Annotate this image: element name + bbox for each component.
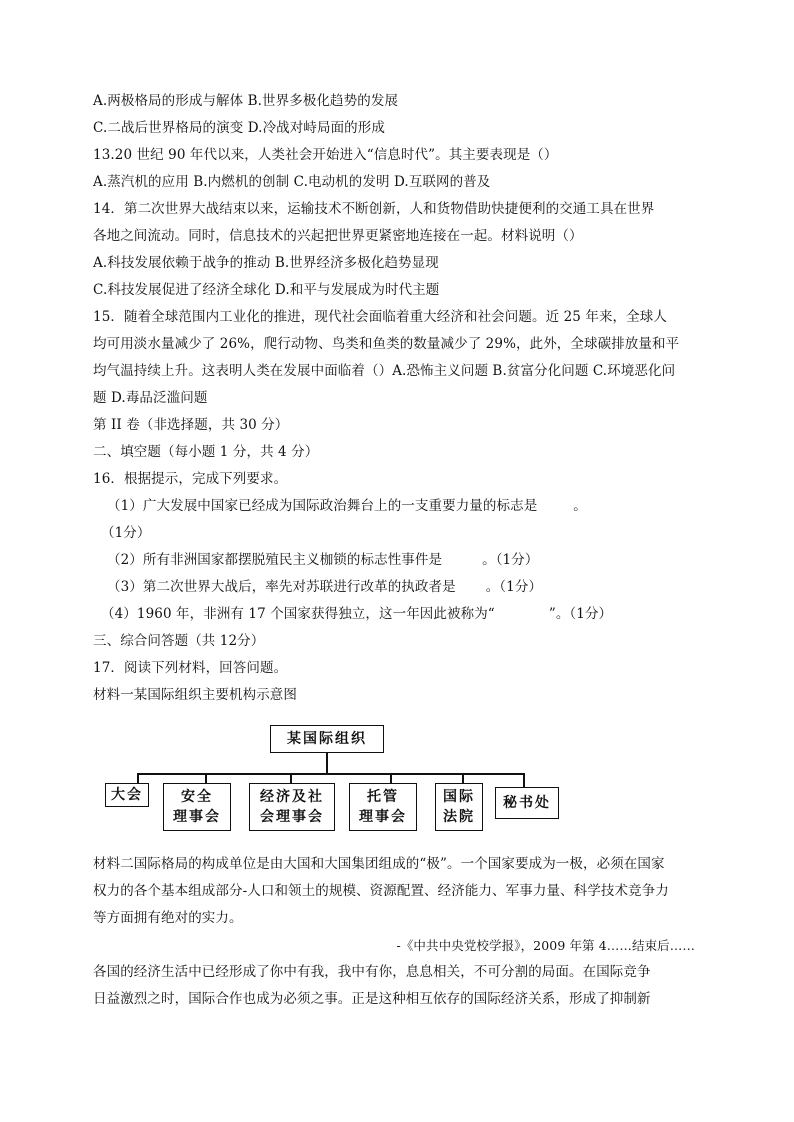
q17-stem: 17．阅读下列材料，回答问题。	[93, 660, 288, 676]
q16-item-1-score: （1分）	[101, 525, 151, 541]
q15-stem-2: 均可用淡水量减少了 26%，爬行动物、鸟类和鱼类的数量减少了 29%，此外，全球碳排放量和平	[93, 336, 680, 352]
q16-stem: 16．根据提示，完成下列要求。	[93, 471, 288, 487]
q12-options-cd: C.二战后世界格局的演变 D.冷战对峙局面的形成	[93, 120, 385, 136]
connector-drop	[523, 773, 525, 787]
material-3-line-1: 各国的经济生活中已经形成了你中有我，我中有你，息息相关，不可分割的局面。在国际竞争	[93, 964, 651, 980]
q14-options-ab: A.科技发展依赖于战争的推动 B.世界经济多极化趋势显现	[93, 255, 439, 271]
q16-item-4: （4）1960 年，非洲有 17 个国家获得独立，这一年因此被称为“ ”。（1分）	[101, 606, 613, 622]
org-top-box: 某国际组织	[270, 725, 384, 753]
org-structure-diagram	[105, 725, 565, 847]
connector-drop	[462, 773, 464, 783]
q15-stem-4: 题 D.毒品泛滥问题	[93, 390, 208, 406]
org-box-general-assembly: 大会	[105, 783, 149, 807]
org-box-economic-social-council: 经济及社 会理事会	[249, 783, 335, 831]
material-2-line-1: 材料二国际格局的构成单位是由大国和大国集团组成的“极”。一个国家要成为一极，必须在国家	[93, 856, 665, 872]
connector-drop	[290, 773, 292, 783]
connector-bus	[137, 773, 523, 775]
q12-options-ab: A.两极格局的形成与解体 B.世界多极化趋势的发展	[93, 93, 399, 109]
q15-stem-3: 均气温持续上升。这表明人类在发展中面临着（）A.恐怖主义问题 B.贫富分化问题 C.环境恶化问	[93, 363, 676, 379]
q13-options: A.蒸汽机的应用 B.内燃机的创制 C.电动机的发明 D.互联网的普及	[93, 174, 491, 190]
q15-stem-1: 15．随着全球范围内工业化的推进，现代社会面临着重大经济和社会问题。近 25 年来，全球人	[93, 309, 667, 325]
q14-stem-2: 各地之间流动。同时，信息技术的兴起把世界更紧密地连接在一起。材料说明（）	[93, 228, 583, 244]
q16-item-1: （1）广大发展中国家已经成为国际政治舞台上的一支重要力量的标志是 。	[107, 498, 587, 514]
org-box-trusteeship-council: 托管 理事会	[349, 783, 417, 831]
section-fill-blank: 二、填空题（每小题 1 分，共 4 分）	[93, 444, 319, 460]
org-box-international-court: 国际 法院	[435, 783, 483, 831]
q16-item-3: （3）第二次世界大战后，率先对苏联进行改革的执政者是 。（1分）	[107, 579, 543, 595]
org-box-secretariat: 秘书处	[495, 787, 559, 819]
material-1-title: 材料一某国际组织主要机构示意图	[93, 687, 297, 703]
connector-drop	[390, 773, 392, 783]
material-2-source: -《中共中央党校学报》，2009 年第 4……结束后……	[396, 938, 695, 953]
material-3-line-2: 日益激烈之时，国际合作也成为必须之事。正是这种相互依存的国际经济关系，形成了抑制新	[93, 991, 651, 1007]
connector-trunk	[326, 752, 328, 774]
q14-stem-1: 14．第二次世界大战结束以来，运输技术不断创新，人和货物借助快捷便利的交通工具在世界	[93, 201, 655, 217]
material-2-line-3: 等方面拥有绝对的实力。	[93, 910, 243, 926]
section-comprehensive: 三、综合问答题（共 12分）	[93, 633, 265, 649]
material-2-line-2: 权力的各个基本组成部分-人口和领土的规模、资源配置、经济能力、军事力量、科学技术竞争力	[93, 883, 669, 899]
q14-options-cd: C.科技发展促进了经济全球化 D.和平与发展成为时代主题	[93, 282, 440, 298]
exam-page	[93, 88, 703, 1013]
section-title-part2: 第 II 卷（非选择题，共 30 分）	[93, 417, 289, 433]
q13-stem: 13.20 世纪 90 年代以来，人类社会开始进入“信息时代”。其主要表现是（）	[93, 147, 558, 163]
q16-item-2: （2）所有非洲国家都摆脱殖民主义枷锁的标志性事件是 。（1分）	[107, 552, 539, 568]
org-box-security-council: 安全 理事会	[163, 783, 231, 831]
connector-drop	[205, 773, 207, 783]
